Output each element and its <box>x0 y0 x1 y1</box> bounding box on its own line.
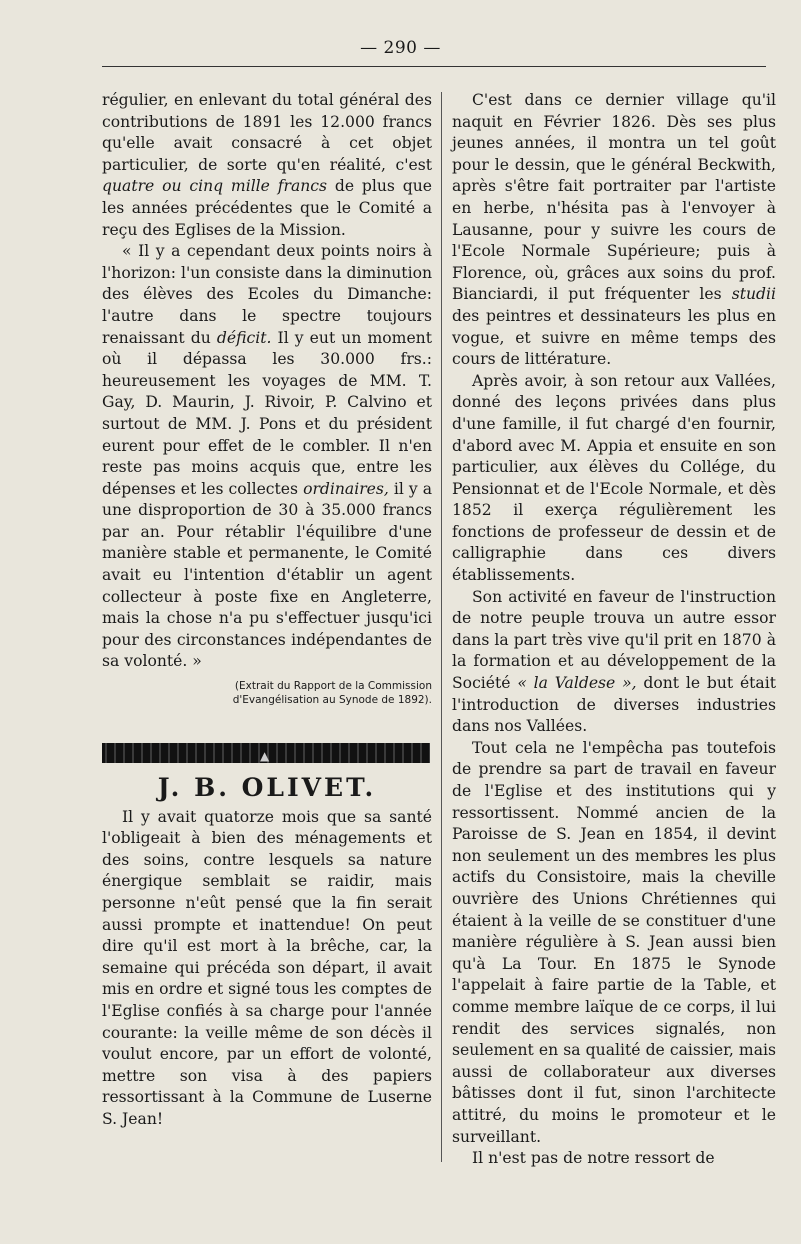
page-number: — 290 — <box>360 38 441 58</box>
paragraph-closing: Il n'est pas de notre ressort de <box>472 1149 715 1168</box>
paragraph-teaching: Après avoir, à son retour aux Vallées, donné des leçons privées dans plus d'une famille, il fut chargé d'en fournir, d'abord avec M. Appia et ensuite en son particulier, aux élèves du Collége, du Pensionnat et de l'Ecole Normale, et dès 1852 il exerça régulièrement les fonctions de professeur de dessin et de calligraphie dans ces divers établissements. <box>452 371 776 585</box>
paragraph-birth: C'est dans ce dernier village qu'il naquit en Février 1826. Dès ses plus jeunes années, il montra un tel goût pour le dessin, que le général Beckwith, après s'être fait portraiter par l'artiste en herbe, n'hésita pas à l'envoyer à Lausanne, pour y suivre les cours de l'Ecole Normale Supérieure; puis à Florence, où, grâces aux soins du prof. Bianciardi, il put fréquenter les studii des peintres et dessinateurs les plus en vogue, et suivre en même temps des cours de littérature. <box>452 91 776 369</box>
ornamental-band <box>102 743 430 763</box>
header-rule <box>102 66 766 67</box>
column-divider <box>441 92 442 1162</box>
right-column <box>452 90 776 1170</box>
band-ornament-icon: ▲ <box>260 749 270 764</box>
paragraph-church: Tout cela ne l'empêcha pas toutefois de prendre sa part de travail en faveur de l'Eglise et des institutions qui y ressortissent. Nommé ancien de la Paroisse de S. Jean en 1854, il devint non seulement un des membres les plus actifs du Consistoire, mais la cheville ouvrière des Unions Chrétiennes qui étaient à la veille de se constituer d'une manière régulière à S. Jean aussi bien qu'à La Tour. En 1875 le Synode l'appelait à faire partie de la Table, et comme membre laïque de ce corps, il lui rendit des services signalés, non seulement en sa qualité de caissier, mais aussi de collaborateur aux diverses bâtisses dont il fut, sinon l'architecte attitré, du moins le promoteur et le surveillant. <box>452 738 776 1146</box>
left-column <box>102 90 432 1131</box>
paragraph-contributions: régulier, en enlevant du total général des contributions de 1891 les 12.000 francs qu'elle avait consacré à cet objet particulier, de sorte qu'en réalité, c'est quatre ou cinq mille francs de plus que les années précédentes que le Comité a reçu des Eglises de la Mission. <box>102 91 432 239</box>
paragraph-valdese: Son activité en faveur de l'instruction de notre peuple trouva un autre essor dans la part très vive qu'il prit en 1870 à la formation et au développement de la Société « la Valdese », dont le but était l'introduction de diverses industries dans nos Vallées. <box>452 587 776 736</box>
obituary-title: J. B. OLIVET. <box>157 773 377 803</box>
paragraph-deficit: « Il y a cependant deux points noirs à l'horizon: l'un consiste dans la diminution des élèves des Ecoles du Dimanche: l'autre dans le spectre toujours renaissant du déficit. Il y eut un moment où il dépassa les 30.000 frs.: heureusement les voyages de MM. T. Gay, D. Maurin, J. Rivoir, P. Calvino et surtout de MM. J. Pons et du président eurent pour effet de le combler. Il n'en reste pas moins acquis que, entre les dépenses et les collectes ordinaires, il y a une disproportion de 30 à 35.000 francs par an. Pour rétablir l'équilibre d'une manière stable et permanente, le Comité avait eu l'intention d'établir un agent collecteur à poste fixe en Angleterre, mais la chose n'a pu s'effectuer jusqu'ici pour des circonstances indépendantes de sa volonté. » <box>102 242 432 671</box>
source-note: (Extrait du Rapport de la Commission d'Evangélisation au Synode de 1892). <box>232 680 432 707</box>
paragraph-obituary: Il y avait quatorze mois que sa santé l'obligeait à bien des ménagements et des soins, contre lesquels sa nature énergique semblait se raidir, mais personne n'eût pensé que la fin serait aussi prompte et inattendue! On peut dire qu'il est mort à la brêche, car, la semaine qui précéda son départ, il avait mis en ordre et signé tous les comptes de l'Eglise confiés à sa charge pour l'année courante: la veille même de son décès il voulut encore, par un effort de volonté, mettre son visa à des papiers ressortissant à la Commune de Luserne S. Jean! <box>102 807 432 1128</box>
